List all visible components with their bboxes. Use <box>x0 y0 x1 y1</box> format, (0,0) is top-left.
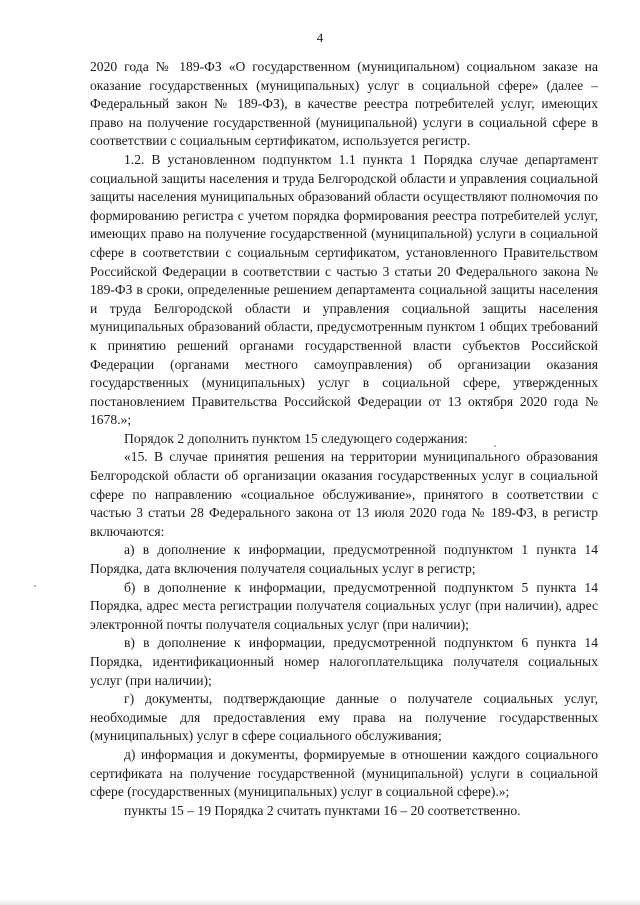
document-body <box>90 58 598 820</box>
paragraph: «15. В случае принятия решения на территории муниципального образования Белгородской области об организации оказания государственных услуг в социальной сфере по направлению «социальное обслуживание», принятого в соответствии с частью 3 статьи 28 Федерального закона от 13 июля 2020 года № 189-ФЗ, в регистр включаются: <box>90 449 598 539</box>
list-item: д) информация и документы, формируемые в отношении каждого социального сертификата на получение государственной (муниципальной) услуги в социальной сфере (государственных (муниципальных) услуг в социальной сфере).»; <box>90 746 598 800</box>
paragraph: 1.2. В установленном подпунктом 1.1 пункта 1 Порядка случае департамент социальной защиты населения и труда Белгородской области и управления социальной защиты населения муниципальных образований области осуществляют полномочия по формированию регистра с учетом порядка формирования реестра потребителей услуг, имеющих право на получение государственной (муниципальной) услуги в социальной сфере в соответствии с социальным сертификатом, установленного Правительством Российской Федерации в соответствии с частью 3 статьи 20 Федерального закона № 189-ФЗ в сроки, определенные решением департамента социальной защиты населения и труда Белгородской области и управления социальной защиты населения муниципальных образований области, предусмотренным пунктом 1 общих требований к принятию решений органами государственной власти субъектов Российской Федерации (органами местного самоуправления) об организации оказания государственных (муниципальных) услуг в социальной сфере, утвержденных постановлением Правительства Российской Федерации от 13 октября 2020 года № 1678.»; <box>90 151 598 428</box>
scan-speck <box>494 445 496 447</box>
list-item: б) в дополнение к информации, предусмотренной подпунктом 5 пункта 14 Порядка, адрес места регистрации получателя социальных услуг (при наличии), адрес электронной почты получателя социальных услуг (при наличии); <box>90 579 598 632</box>
scan-speck <box>34 585 36 587</box>
scan-bottom-edge <box>0 899 640 905</box>
list-item: а) в дополнение к информации, предусмотренной подпунктом 1 пункта 14 Порядка, дата включения получателя социальных услуг в регистр; <box>90 542 598 577</box>
paragraph: 2020 года № 189-ФЗ «О государственном (муниципальном) социальном заказе на оказание государственных (муниципальных) услуг в социальной сфере» (далее – Федеральный закон № 189-ФЗ), в качестве реестра потребителей услуг, имеющих право на получение государственной (муниципальной) услуги в социальной сфере в соответствии с социальным сертификатом, используется регистр. <box>90 59 598 149</box>
paragraph: Порядок 2 дополнить пунктом 15 следующего содержания: <box>124 430 468 446</box>
list-item: в) в дополнение к информации, предусмотренной подпунктом 6 пункта 14 Порядка, идентификационный номер налогоплательщика получателя социальных услуг (при наличии); <box>90 635 598 688</box>
list-item: г) документы, подтверждающие данные о получателе социальных услуг, необходимые для предоставления ему права на получение государственных (муниципальных) услуг в сфере социального обслуживания; <box>90 691 598 744</box>
paragraph: пункты 15 – 19 Порядка 2 считать пунктами 16 – 20 соответственно. <box>124 802 521 818</box>
page-number: 4 <box>316 30 324 45</box>
